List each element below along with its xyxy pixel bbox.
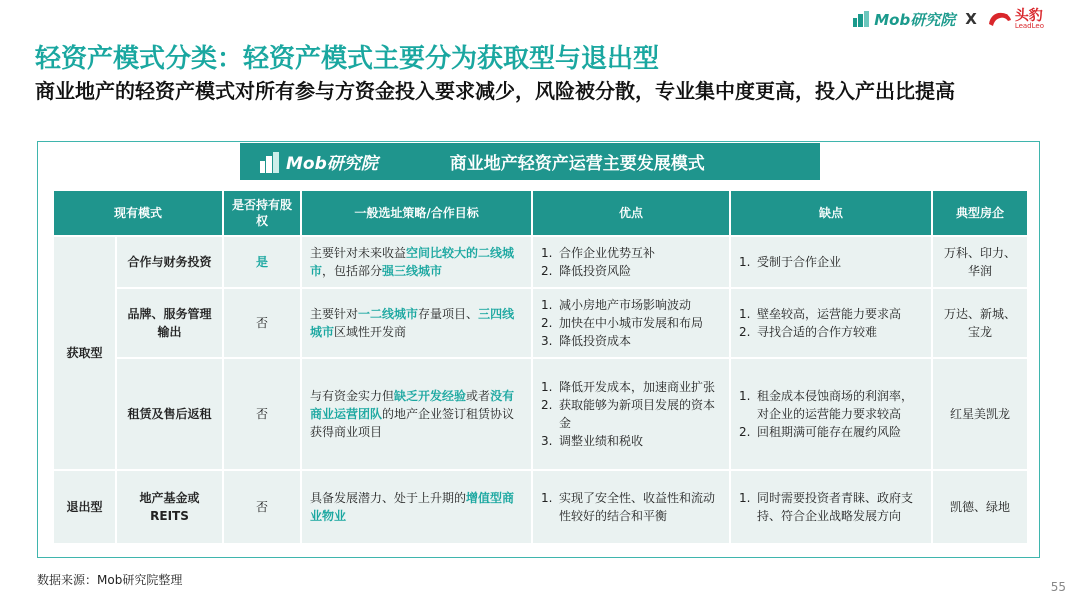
mob-logo xyxy=(852,9,955,30)
cons-cell xyxy=(730,236,932,288)
page-subtitle: 商业地产的轻资产模式对所有参与方资金投入要求减少，风险被分散，专业集中度更高，投入产出比提高 xyxy=(35,79,955,103)
companies-cell: 万科、印力、华润 xyxy=(932,236,1028,288)
leadleo-logo-cn: 头豹 xyxy=(1014,7,1043,24)
list-item: 1. 租金成本侵蚀商场的利润率，对企业的运营能力要求较高 xyxy=(739,387,923,423)
table-header-row xyxy=(53,190,1028,236)
equity-cell: 否 xyxy=(223,288,301,358)
pros-cell xyxy=(532,288,730,358)
list-item: 1. 实现了安全性、收益性和流动性较好的结合和平衡 xyxy=(541,489,721,525)
mode-cell: 租赁及售后返租 xyxy=(116,358,223,470)
pros-cell xyxy=(532,470,730,544)
cons-cell xyxy=(730,288,932,358)
table-row xyxy=(53,288,1028,358)
cons-cell xyxy=(730,358,932,470)
header-pros: 优点 xyxy=(532,190,730,236)
list-item: 2. 回租期满可能存在履约风险 xyxy=(739,423,923,441)
mode-cell: 地产基金或REITS xyxy=(116,470,223,544)
list-item: 1. 壁垒较高，运营能力要求高 xyxy=(739,305,923,323)
header-logos xyxy=(852,8,1044,30)
list-item: 2. 寻找合适的合作方较难 xyxy=(739,323,923,341)
cons-cell xyxy=(730,470,932,544)
leadleo-logo xyxy=(987,8,1044,30)
banner-logo-text: Mob研究院 xyxy=(286,154,378,174)
list-item: 1. 减小房地产市场影响波动 xyxy=(541,296,721,314)
building-blocks-icon xyxy=(258,150,282,174)
header-strategy: 一般选址策略/合作目标 xyxy=(301,190,532,236)
list-item: 1. 同时需要投资者青睐、政府支持、符合企业战略发展方向 xyxy=(739,489,923,525)
list-item: 1. 合作企业优势互补 xyxy=(541,244,721,262)
list-item: 2. 加快在中小城市发展和布局 xyxy=(541,314,721,332)
pros-cell xyxy=(532,358,730,470)
page-number: 55 xyxy=(1050,580,1066,594)
companies-cell: 红星美凯龙 xyxy=(932,358,1028,470)
equity-cell: 否 xyxy=(223,358,301,470)
category-exit: 退出型 xyxy=(53,470,116,544)
mob-logo-text: Mob研究院 xyxy=(874,10,956,29)
development-modes-table xyxy=(52,189,1029,545)
equity-cell: 是 xyxy=(223,236,301,288)
banner-logo xyxy=(258,149,378,174)
header-companies: 典型房企 xyxy=(932,190,1028,236)
table-banner xyxy=(240,143,820,180)
data-source: 数据来源：Mob研究院整理 xyxy=(37,573,183,587)
table-row xyxy=(53,236,1028,288)
list-item: 2. 获取能够为新项目发展的资本金 xyxy=(541,396,721,432)
header-mode: 现有模式 xyxy=(53,190,223,236)
mode-cell: 品牌、服务管理输出 xyxy=(116,288,223,358)
strategy-cell: 主要针对一二线城市存量项目、三四线城市区域性开发商 xyxy=(301,288,532,358)
pros-cell xyxy=(532,236,730,288)
list-item: 3. 降低投资成本 xyxy=(541,332,721,350)
leopard-icon xyxy=(987,8,1013,30)
page-title: 轻资产模式分类：轻资产模式主要分为获取型与退出型 xyxy=(35,44,660,74)
banner-title: 商业地产轻资产运营主要发展模式 xyxy=(449,154,705,174)
table-row xyxy=(53,470,1028,544)
list-item: 1. 降低开发成本，加速商业扩张 xyxy=(541,378,721,396)
strategy-cell: 与有资金实力但缺乏开发经验或者没有商业运营团队的地产企业签订租赁协议获得商业项目 xyxy=(301,358,532,470)
strategy-cell: 具备发展潜力、处于上升期的增值型商业物业 xyxy=(301,470,532,544)
header-equity: 是否持有股权 xyxy=(223,190,301,236)
companies-cell: 凯德、绿地 xyxy=(932,470,1028,544)
list-item: 3. 调整业绩和税收 xyxy=(541,432,721,450)
list-item: 1. 受制于合作企业 xyxy=(739,253,923,271)
strategy-cell: 主要针对未来收益空间比较大的二线城市，包括部分强三线城市 xyxy=(301,236,532,288)
leadleo-logo-en: LeadLeo xyxy=(1014,21,1044,30)
header-cons: 缺点 xyxy=(730,190,932,236)
equity-cell: 否 xyxy=(223,470,301,544)
building-blocks-icon xyxy=(852,10,870,28)
logo-separator: X xyxy=(965,10,977,28)
mode-cell: 合作与财务投资 xyxy=(116,236,223,288)
category-acquisition: 获取型 xyxy=(53,236,116,470)
list-item: 2. 降低投资风险 xyxy=(541,262,721,280)
companies-cell: 万达、新城、宝龙 xyxy=(932,288,1028,358)
table-row xyxy=(53,358,1028,470)
